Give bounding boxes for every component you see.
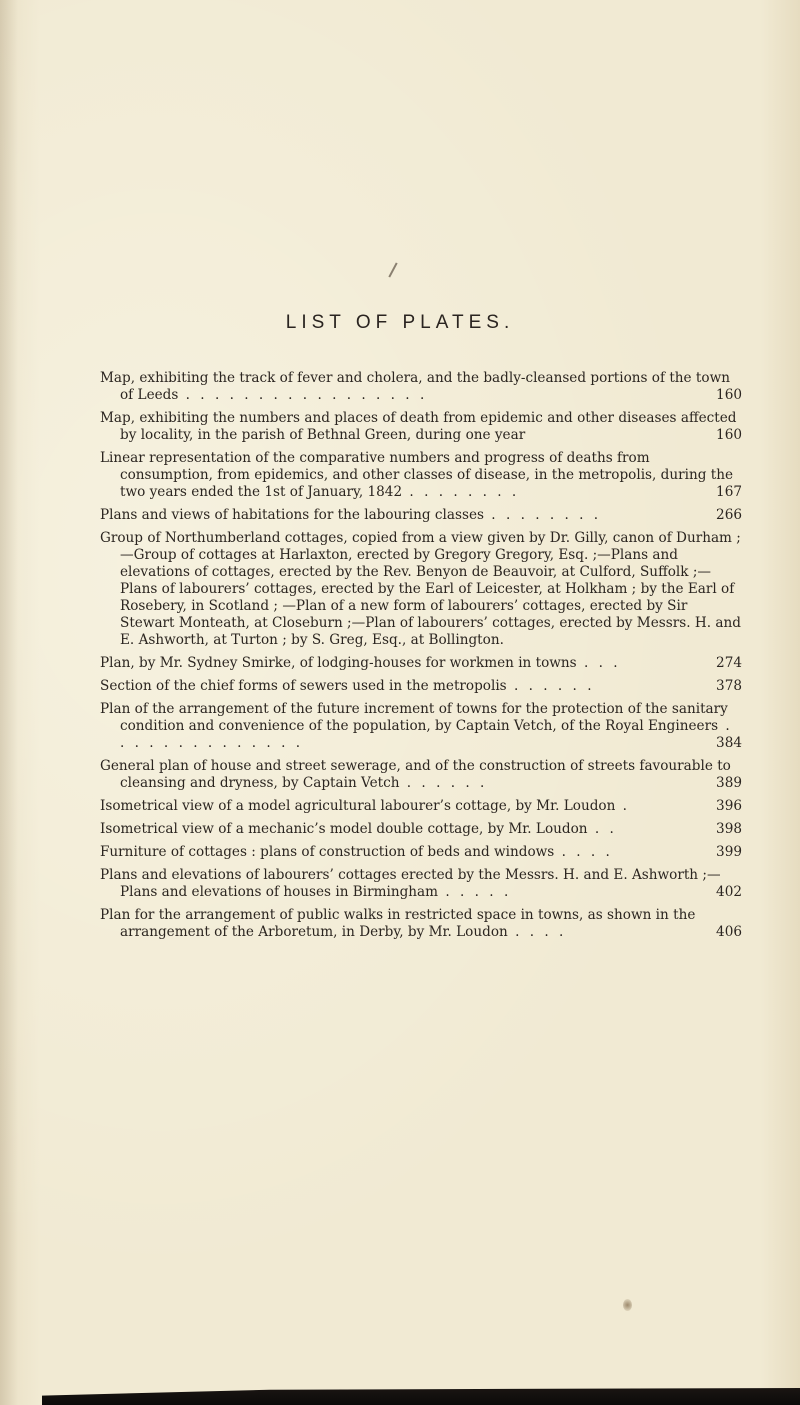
plate-entry <box>100 530 742 649</box>
plate-entry <box>100 507 742 524</box>
plate-entry <box>100 867 742 901</box>
plate-page-number: 384 <box>716 735 742 751</box>
plate-description: Map, exhibiting the numbers and places of death from epidemic and other diseases affected by locality, in the parish of Bethnal Green, during one year <box>100 410 737 443</box>
pencil-mark <box>388 262 397 277</box>
plate-description: General plan of house and street sewerage, and of the construction of streets favourable to cleansing and dryness, by Captain Vetch . . . . . . <box>100 758 731 791</box>
plate-description: Group of Northumberland cottages, copied from a view given by Dr. Gilly, canon of Durham ;—Group of cottages at Harlaxton, erected by Gregory Gregory, Esq. ;—Plans and elevations of cottages, erected by the Rev. Benyon de Beauvoir, at Culford, Suffolk ;—Plans of labourers’ cottages, erected by the Earl of Leicester, at Holkham ; by the Earl of Rosebery, in Scotland ; —Plan of a new form of labourers’ cottages, erected by Sir Stewart Monteath, at Closeburn ;—Plan of labourers’ cottages, erected by Messrs. H. and E. Ashworth, at Turton ; by S. Greg, Esq., at Bollington. <box>100 530 741 648</box>
plate-entry <box>100 758 742 792</box>
plate-page-number: 266 <box>716 507 742 523</box>
plate-page-number: 274 <box>716 655 742 671</box>
plate-description: Section of the chief forms of sewers used in the metropolis . . . . . . <box>100 678 595 694</box>
plate-page-number: 398 <box>716 821 742 837</box>
plate-page-number: 378 <box>716 678 742 694</box>
plate-page-number: 406 <box>716 924 742 940</box>
page-title: LIST OF PLATES. <box>285 312 515 333</box>
plate-entry <box>100 410 742 444</box>
plate-page-number: 160 <box>716 387 742 403</box>
plate-description: Plans and views of habitations for the labouring classes . . . . . . . . <box>100 507 602 523</box>
plate-page-number: 167 <box>716 484 742 500</box>
plate-entry <box>100 655 742 672</box>
plate-page-number: 399 <box>716 844 742 860</box>
scan-edge-shadow <box>42 1388 800 1405</box>
ink-spot <box>623 1299 632 1311</box>
plate-page-number: 389 <box>716 775 742 791</box>
plate-description: Plan, by Mr. Sydney Smirke, of lodging-houses for workmen in towns . . . <box>100 655 621 671</box>
page-edge-shadow <box>0 0 18 1405</box>
plate-description: Isometrical view of a model agricultural labourer’s cottage, by Mr. Loudon . <box>100 798 630 814</box>
plate-entry <box>100 844 742 861</box>
plate-description: Linear representation of the comparative numbers and progress of deaths from consumption, from epidemics, and other classes of disease, in the metropolis, during the two years ended the 1st of January, 1842 . . . . . . . . <box>100 450 734 500</box>
plate-description: Isometrical view of a mechanic’s model double cottage, by Mr. Loudon . . <box>100 821 617 837</box>
plate-entry <box>100 907 742 941</box>
plate-description: Furniture of cottages : plans of construction of beds and windows . . . . <box>100 844 613 860</box>
plates-list <box>100 370 742 947</box>
plate-entry <box>100 821 742 838</box>
plate-entry <box>100 370 742 404</box>
plate-page-number: 396 <box>716 798 742 814</box>
plate-description: Plan for the arrangement of public walks in restricted space in towns, as shown in the arrangement of the Arboretum, in Derby, by Mr. Loudon . . . . <box>100 907 696 940</box>
plate-entry <box>100 678 742 695</box>
plate-entry <box>100 450 742 501</box>
plate-description: Map, exhibiting the track of fever and cholera, and the badly-cleansed portions of the town of Leeds . . . . . . . . . . . . . . . . . <box>100 370 730 403</box>
plate-entry <box>100 798 742 815</box>
plate-entry <box>100 701 742 752</box>
plate-description: Plan of the arrangement of the future increment of towns for the protection of the sanitary condition and convenience of the population, by Captain Vetch, of the Royal Engineers . . . . . . . . . . . . . . <box>100 701 733 751</box>
plate-page-number: 402 <box>716 884 742 900</box>
plate-description: Plans and elevations of labourers’ cottages erected by the Messrs. H. and E. Ashworth ;—Plans and elevations of houses in Birmingham . . . . . <box>100 867 721 900</box>
plate-page-number: 160 <box>716 427 742 443</box>
